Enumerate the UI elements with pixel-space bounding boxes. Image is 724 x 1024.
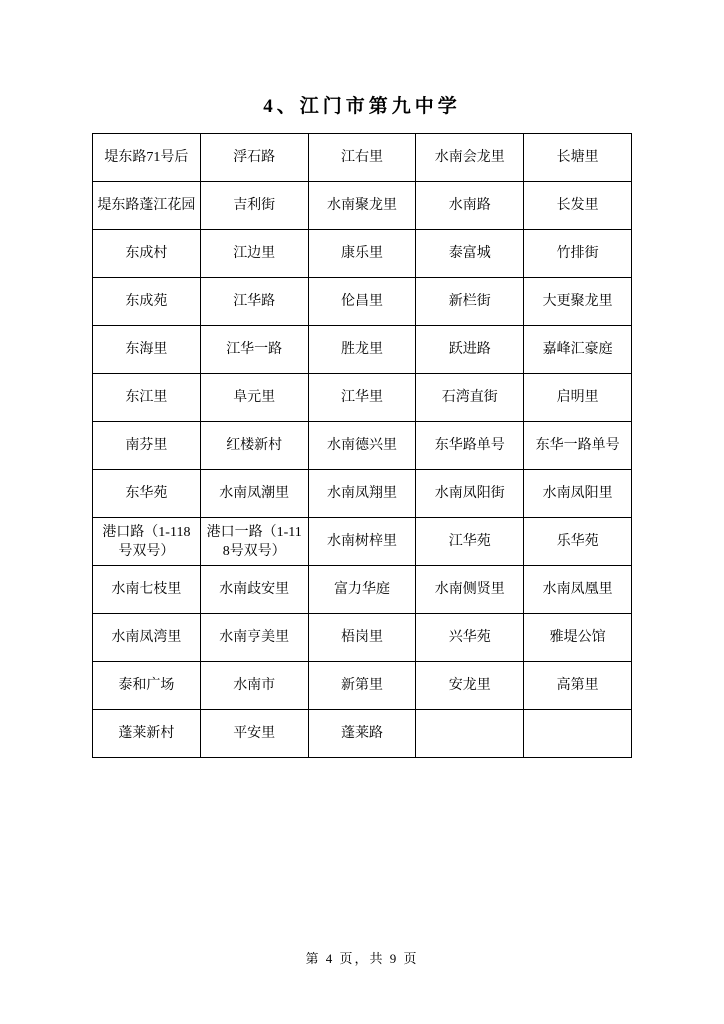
table-cell: 新第里: [308, 662, 416, 710]
table-cell: 水南凤湾里: [93, 614, 201, 662]
table-cell: 水南凤凰里: [524, 566, 632, 614]
table-cell: 蓬莱路: [308, 710, 416, 758]
table-cell: 新栏街: [416, 278, 524, 326]
table-row: [93, 470, 632, 518]
table-cell: 江边里: [200, 230, 308, 278]
table-cell: 东成苑: [93, 278, 201, 326]
table-cell: 港口路（1-118号双号）: [93, 518, 201, 566]
table-cell: 跃进路: [416, 326, 524, 374]
table-cell: 江华路: [200, 278, 308, 326]
table-cell: 江华里: [308, 374, 416, 422]
table-cell: 康乐里: [308, 230, 416, 278]
table-row: [93, 374, 632, 422]
table-cell: 雅堤公馆: [524, 614, 632, 662]
table-cell: 吉利街: [200, 182, 308, 230]
table-cell: 兴华苑: [416, 614, 524, 662]
table-cell: 高第里: [524, 662, 632, 710]
table-row: [93, 326, 632, 374]
table-cell: 水南德兴里: [308, 422, 416, 470]
table-row: [93, 134, 632, 182]
table-row: [93, 278, 632, 326]
table-cell: 水南树梓里: [308, 518, 416, 566]
table-cell: 泰和广场: [93, 662, 201, 710]
table-cell: 梧岗里: [308, 614, 416, 662]
table-cell: 水南亨美里: [200, 614, 308, 662]
table-cell: 堤东路蓬江花园: [93, 182, 201, 230]
table-cell: 长塘里: [524, 134, 632, 182]
table-cell: 阜元里: [200, 374, 308, 422]
table-cell: 堤东路71号后: [93, 134, 201, 182]
table-row: [93, 614, 632, 662]
table-cell: 水南凤翔里: [308, 470, 416, 518]
table-cell: 江右里: [308, 134, 416, 182]
table-cell: 东华路单号: [416, 422, 524, 470]
table-cell: 水南歧安里: [200, 566, 308, 614]
table-row: [93, 182, 632, 230]
table-cell: 水南凤阳街: [416, 470, 524, 518]
table-cell: 富力华庭: [308, 566, 416, 614]
table-cell: 长发里: [524, 182, 632, 230]
table-cell: 江华苑: [416, 518, 524, 566]
table-cell: 南芬里: [93, 422, 201, 470]
table-row: [93, 518, 632, 566]
table-cell: 水南聚龙里: [308, 182, 416, 230]
address-table: [92, 133, 632, 758]
table-cell: 启明里: [524, 374, 632, 422]
table-cell: 水南会龙里: [416, 134, 524, 182]
table-cell: 水南七枝里: [93, 566, 201, 614]
table-cell: 竹排街: [524, 230, 632, 278]
address-table-container: [92, 133, 632, 758]
table-row: [93, 422, 632, 470]
table-cell: 蓬莱新村: [93, 710, 201, 758]
table-row: [93, 230, 632, 278]
table-cell: 乐华苑: [524, 518, 632, 566]
table-row: [93, 710, 632, 758]
table-cell: 嘉峰汇豪庭: [524, 326, 632, 374]
table-cell: 水南侧贤里: [416, 566, 524, 614]
table-cell: 安龙里: [416, 662, 524, 710]
table-cell: 水南市: [200, 662, 308, 710]
address-table-body: [93, 134, 632, 758]
table-cell: 江华一路: [200, 326, 308, 374]
page-title: 4、江门市第九中学: [263, 96, 461, 117]
table-cell: 东华一路单号: [524, 422, 632, 470]
table-cell: [416, 710, 524, 758]
table-cell: 大更聚龙里: [524, 278, 632, 326]
table-cell: 泰富城: [416, 230, 524, 278]
table-cell: 水南凤阳里: [524, 470, 632, 518]
table-cell: 东海里: [93, 326, 201, 374]
table-cell: 东江里: [93, 374, 201, 422]
table-cell: 平安里: [200, 710, 308, 758]
table-row: [93, 662, 632, 710]
table-cell: 胜龙里: [308, 326, 416, 374]
table-cell: 水南路: [416, 182, 524, 230]
table-cell: 伦昌里: [308, 278, 416, 326]
table-cell: 港口一路（1-118号双号）: [200, 518, 308, 566]
table-row: [93, 566, 632, 614]
table-cell: 红楼新村: [200, 422, 308, 470]
page-number: 第 4 页，共 9 页: [305, 951, 419, 966]
table-cell: 浮石路: [200, 134, 308, 182]
table-cell: 石湾直街: [416, 374, 524, 422]
table-cell: 水南凤潮里: [200, 470, 308, 518]
table-cell: 东成村: [93, 230, 201, 278]
table-cell: 东华苑: [93, 470, 201, 518]
table-cell: [524, 710, 632, 758]
